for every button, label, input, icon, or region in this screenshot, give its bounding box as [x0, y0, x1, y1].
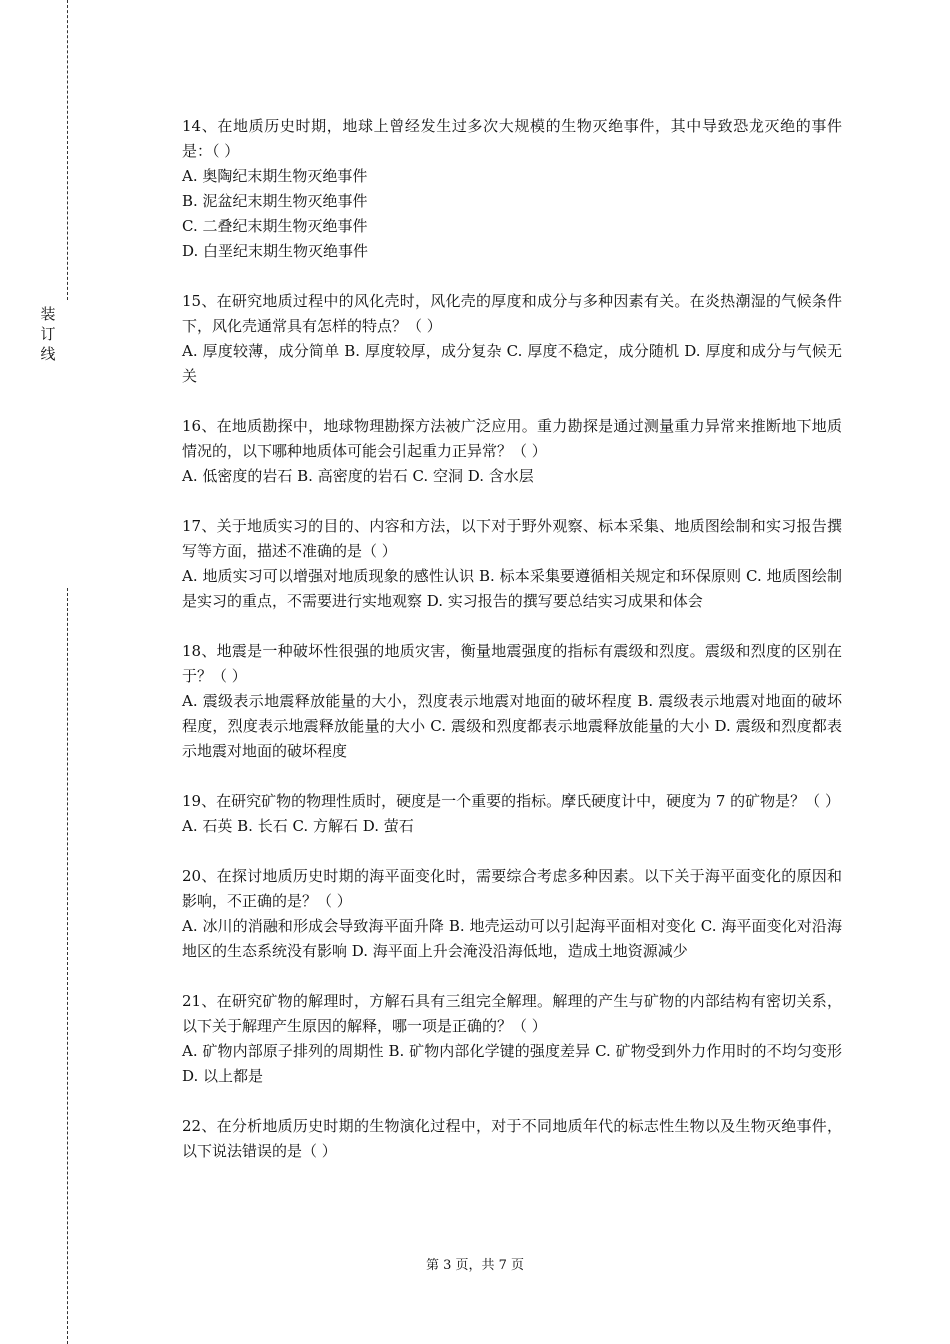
binding-dashed-line-top	[67, 0, 68, 300]
question-19	[182, 789, 842, 839]
question-text: 15、在研究地质过程中的风化壳时，风化壳的厚度和成分与多种因素有关。在炎热潮湿的气候条件下，风化壳通常具有怎样的特点？（ ）	[182, 292, 842, 335]
page-number-footer: 第 3 页，共 7 页	[425, 1258, 525, 1273]
option-d: D. 白垩纪末期生物灭绝事件	[182, 242, 369, 260]
question-16	[182, 414, 842, 489]
binding-label: 装订线	[40, 305, 56, 363]
option-a: A. 奥陶纪末期生物灭绝事件	[182, 167, 368, 185]
question-options: A. 厚度较薄，成分简单 B. 厚度较厚，成分复杂 C. 厚度不稳定，成分随机 D. 厚度和成分与气候无关	[182, 342, 842, 385]
option-b: B. 泥盆纪末期生物灭绝事件	[182, 192, 368, 210]
question-17	[182, 514, 842, 614]
question-15	[182, 289, 842, 389]
question-text: 14、在地质历史时期，地球上曾经发生过多次大规模的生物灭绝事件，其中导致恐龙灭绝的事件是：（ ）	[182, 117, 842, 160]
question-options: A. 石英 B. 长石 C. 方解石 D. 萤石	[182, 817, 414, 835]
question-text: 20、在探讨地质历史时期的海平面变化时，需要综合考虑多种因素。以下关于海平面变化的原因和影响，不正确的是？（ ）	[182, 867, 842, 910]
question-options: A. 地质实习可以增强对地质现象的感性认识 B. 标本采集要遵循相关规定和环保原则 C. 地质图绘制是实习的重点，不需要进行实地观察 D. 实习报告的撰写要总结实习成果和体会	[182, 567, 842, 610]
question-text: 17、关于地质实习的目的、内容和方法，以下对于野外观察、标本采集、地质图绘制和实习报告撰写等方面，描述不准确的是（ ）	[182, 517, 842, 560]
question-options: A. 低密度的岩石 B. 高密度的岩石 C. 空洞 D. 含水层	[182, 467, 534, 485]
question-20	[182, 864, 842, 964]
question-text: 16、在地质勘探中，地球物理勘探方法被广泛应用。重力勘探是通过测量重力异常来推断地下地质情况的，以下哪种地质体可能会引起重力正异常？（ ）	[182, 417, 842, 460]
question-text: 21、在研究矿物的解理时，方解石具有三组完全解理。解理的产生与矿物的内部结构有密切关系，以下关于解理产生原因的解释，哪一项是正确的？（ ）	[182, 992, 842, 1035]
question-22	[182, 1114, 842, 1164]
question-options: A. 震级表示地震释放能量的大小，烈度表示地震对地面的破坏程度 B. 震级表示地震对地面的破坏程度，烈度表示地震释放能量的大小 C. 震级和烈度都表示地震释放能量的大小 D. 震级和烈度都表示地震对地面的破坏程度	[182, 692, 842, 760]
question-text: 22、在分析地质历史时期的生物演化过程中，对于不同地质年代的标志性生物以及生物灭绝事件，以下说法错误的是（ ）	[182, 1117, 842, 1160]
binding-dashed-line-bottom	[67, 588, 68, 1344]
question-list	[182, 114, 842, 1189]
question-options: A. 矿物内部原子排列的周期性 B. 矿物内部化学键的强度差异 C. 矿物受到外力作用时的不均匀变形 D. 以上都是	[182, 1042, 842, 1085]
question-18	[182, 639, 842, 764]
option-c: C. 二叠纪末期生物灭绝事件	[182, 217, 368, 235]
question-21	[182, 989, 842, 1089]
question-text: 19、在研究矿物的物理性质时，硬度是一个重要的指标。摩氏硬度计中，硬度为 7 的矿物是？（ ）	[182, 792, 840, 810]
question-14	[182, 114, 842, 264]
question-text: 18、地震是一种破坏性很强的地质灾害，衡量地震强度的指标有震级和烈度。震级和烈度的区别在于？（ ）	[182, 642, 842, 685]
question-options: A. 冰川的消融和形成会导致海平面升降 B. 地壳运动可以引起海平面相对变化 C. 海平面变化对沿海地区的生态系统没有影响 D. 海平面上升会淹没沿海低地，造成土地资源减少	[182, 917, 842, 960]
